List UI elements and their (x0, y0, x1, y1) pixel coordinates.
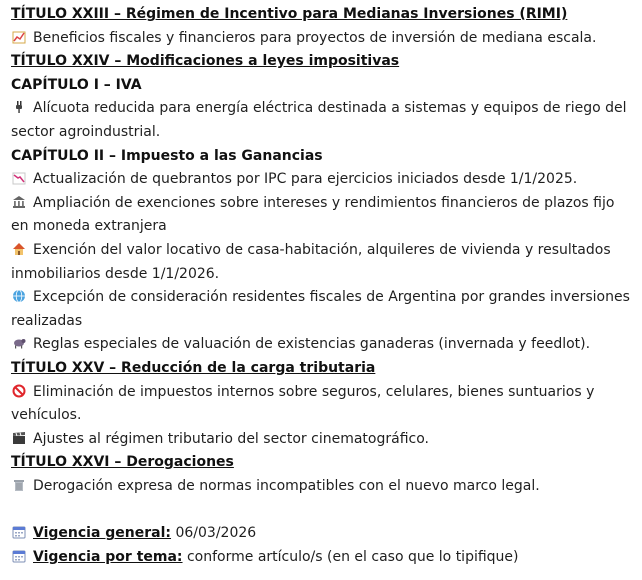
plug-icon (11, 100, 27, 114)
list-item: Derogación expresa de normas incompatibles con el nuevo marco legal. (11, 475, 632, 499)
house-icon (11, 242, 27, 256)
trash-icon (11, 478, 27, 492)
list-item: Exención del valor locativo de casa-habitación, alquileres de vivienda y resultados inmobiliarios desde 1/1/2026. (11, 241, 611, 282)
spacer (11, 498, 632, 522)
list-item: Excepción de consideración residentes fiscales de Argentina por grandes inversiones realizadas (11, 289, 630, 329)
list-item: Actualización de quebrantos por IPC para ejercicios iniciados desde 1/1/2025. (11, 168, 632, 192)
list-item: Eliminación de impuestos internos sobre seguros, celulares, bienes suntuarios y vehículos. (11, 383, 595, 424)
title-xxiv: TÍTULO XXIV – Modificaciones a leyes impositivas (11, 53, 400, 70)
title-xxiii: TÍTULO XXIII – Régimen de Incentivo para Medianas Inversiones (RIMI) (11, 6, 568, 22)
vigencia-general: Vigencia general: 06/03/2026 (11, 522, 632, 546)
cow-icon (11, 336, 27, 350)
no-entry-icon (11, 384, 27, 398)
list-item: Ampliación de exenciones sobre intereses y rendimientos financieros de plazos fijo en moneda extranjera (11, 194, 615, 235)
calendar-icon (11, 549, 27, 563)
chart-icon (11, 30, 27, 44)
chart-down-icon (11, 171, 27, 185)
title-xxvi: TÍTULO XXVI – Derogaciones (11, 454, 234, 471)
list-item: Reglas especiales de valuación de existencias ganaderas (invernada y feedlot). (11, 333, 632, 357)
list-item: Ajustes al régimen tributario del sector cinematográfico. (11, 428, 632, 452)
chapter-i: CAPÍTULO I – IVA (11, 76, 142, 93)
list-item: Alícuota reducida para energía eléctrica destinada a sistemas y equipos de riego del sector agroindustrial. (11, 100, 627, 140)
calendar-icon (11, 525, 27, 539)
vigencia-por-tema: Vigencia por tema: conforme artículo/s (en el caso que lo tipifique) (11, 546, 632, 570)
chapter-ii: CAPÍTULO II – Impuesto a las Ganancias (11, 147, 323, 164)
clapper-icon (11, 431, 27, 445)
globe-icon (11, 289, 27, 303)
title-xxv: TÍTULO XXV – Reducción de la carga tributaria (11, 359, 376, 376)
bank-icon (11, 195, 27, 209)
list-item: Beneficios fiscales y financieros para proyectos de inversión de mediana escala. (11, 27, 632, 51)
